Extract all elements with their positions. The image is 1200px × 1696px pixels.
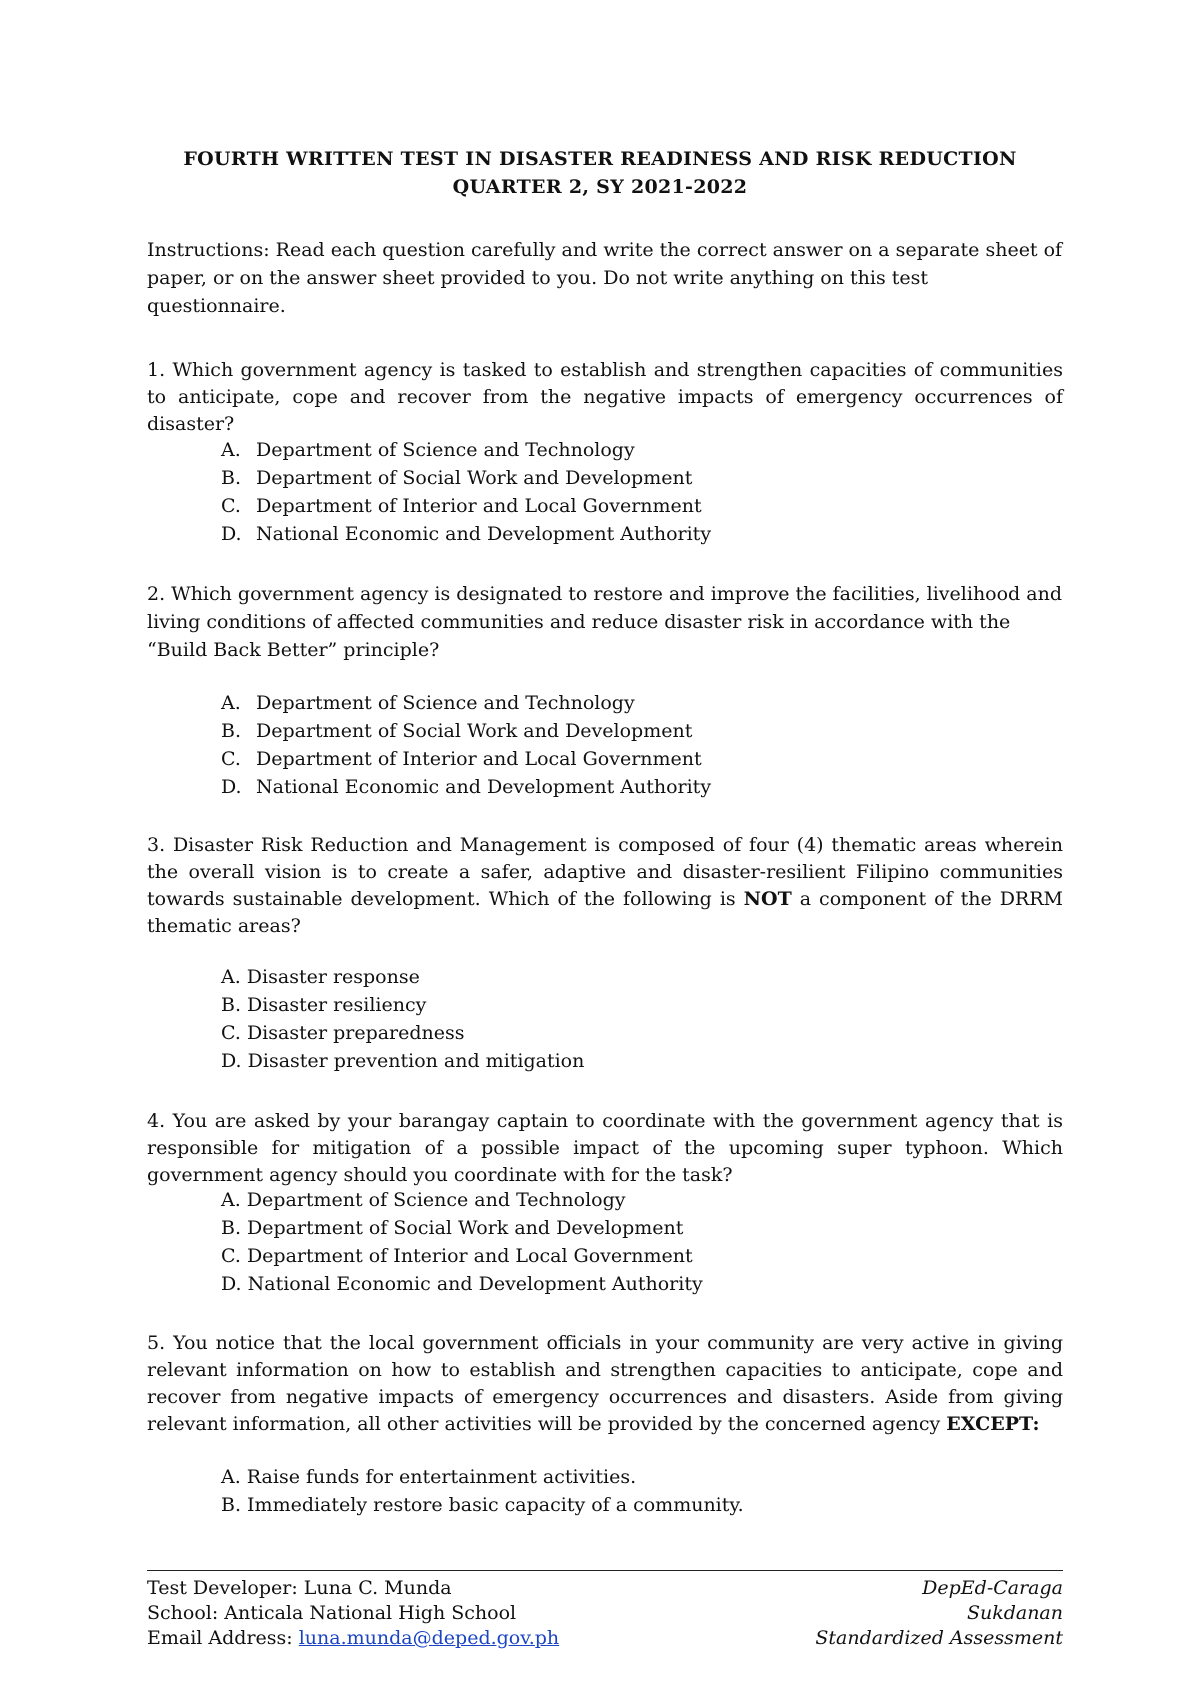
question-2-options	[221, 689, 711, 801]
question-1-text: 1. Which government agency is tasked to establish and strengthen capacities of communities to anticipate, cope and recover from the negative impacts of emergency occurrences of disaster?	[147, 359, 1063, 435]
option: C. Department of Interior and Local Government	[221, 495, 702, 517]
footer-divider	[147, 1570, 1063, 1571]
option: A. Raise funds for entertainment activities.	[221, 1466, 637, 1488]
question-3-options	[221, 963, 584, 1075]
instructions: Instructions: Read each question carefully and write the correct answer on a separate sheet of paper, or on the answer sheet provided to you. Do not write anything on this test questionnaire.	[147, 239, 1063, 317]
footer-left	[147, 1576, 559, 1651]
option: C. Disaster preparedness	[221, 1022, 465, 1044]
option: A. Disaster response	[221, 966, 420, 988]
option: D. National Economic and Development Authority	[221, 1273, 703, 1295]
option: A. Department of Science and Technology	[221, 1189, 626, 1211]
org-name: DepEd-Caraga	[922, 1577, 1063, 1599]
option: D. National Economic and Development Authority	[221, 776, 712, 798]
program-name: Sukdanan	[966, 1602, 1063, 1624]
question-5-text: 5. You notice that the local government officials in your community are very active in giving relevant information on how to establish and strengthen capacities to anticipate, cope and recover from negative impacts of emergency occurrences and disasters. Aside from giving relevant information, all other activities will be provided by the concerned agency EXCEPT:	[147, 1332, 1063, 1435]
option: B. Immediately restore basic capacity of a community.	[221, 1494, 744, 1516]
question-5-options	[221, 1463, 744, 1519]
school-name: School: Anticala National High School	[147, 1602, 517, 1624]
email-link[interactable]: luna.munda@deped.gov.ph	[298, 1627, 560, 1649]
option: B. Disaster resiliency	[221, 994, 427, 1016]
emphasis-not: NOT	[743, 888, 792, 910]
option: A. Department of Science and Technology	[221, 439, 635, 461]
question-3-text: 3. Disaster Risk Reduction and Management is composed of four (4) thematic areas wherein the overall vision is to create a safer, adaptive and disaster-resilient Filipino communities towards sustainable development. Which of the following is NOT a component of the DRRM thematic areas?	[147, 834, 1063, 937]
option: D. National Economic and Development Authority	[221, 523, 712, 545]
test-title: FOURTH WRITTEN TEST IN DISASTER READINESS AND RISK REDUCTION	[183, 148, 1017, 170]
assessment-name: Standardized Assessment	[815, 1627, 1063, 1649]
question-4-options	[221, 1186, 703, 1298]
option: B. Department of Social Work and Development	[221, 1217, 684, 1239]
option: C. Department of Interior and Local Government	[221, 748, 702, 770]
option: B. Department of Social Work and Development	[221, 720, 693, 742]
option: D. Disaster prevention and mitigation	[221, 1050, 585, 1072]
test-subtitle: QUARTER 2, SY 2021-2022	[452, 176, 748, 198]
option: B. Department of Social Work and Development	[221, 467, 693, 489]
footer-right	[815, 1576, 1063, 1651]
email-line: Email Address: luna.munda@deped.gov.ph	[147, 1627, 560, 1649]
option: A. Department of Science and Technology	[221, 692, 635, 714]
question-1-options	[221, 436, 711, 548]
emphasis-except: EXCEPT:	[946, 1413, 1040, 1435]
test-developer: Test Developer: Luna C. Munda	[147, 1577, 452, 1599]
question-2-text: 2. Which government agency is designated to restore and improve the facilities, livelihood and living conditions of affected communities and reduce disaster risk in accordance with the “Build Back Better” principle?	[147, 583, 1062, 661]
question-4-text: 4. You are asked by your barangay captain to coordinate with the government agency that is responsible for mitigation of a possible impact of the upcoming super typhoon. Which government agency should you coordinate with for the task?	[147, 1110, 1063, 1186]
option: C. Department of Interior and Local Government	[221, 1245, 693, 1267]
